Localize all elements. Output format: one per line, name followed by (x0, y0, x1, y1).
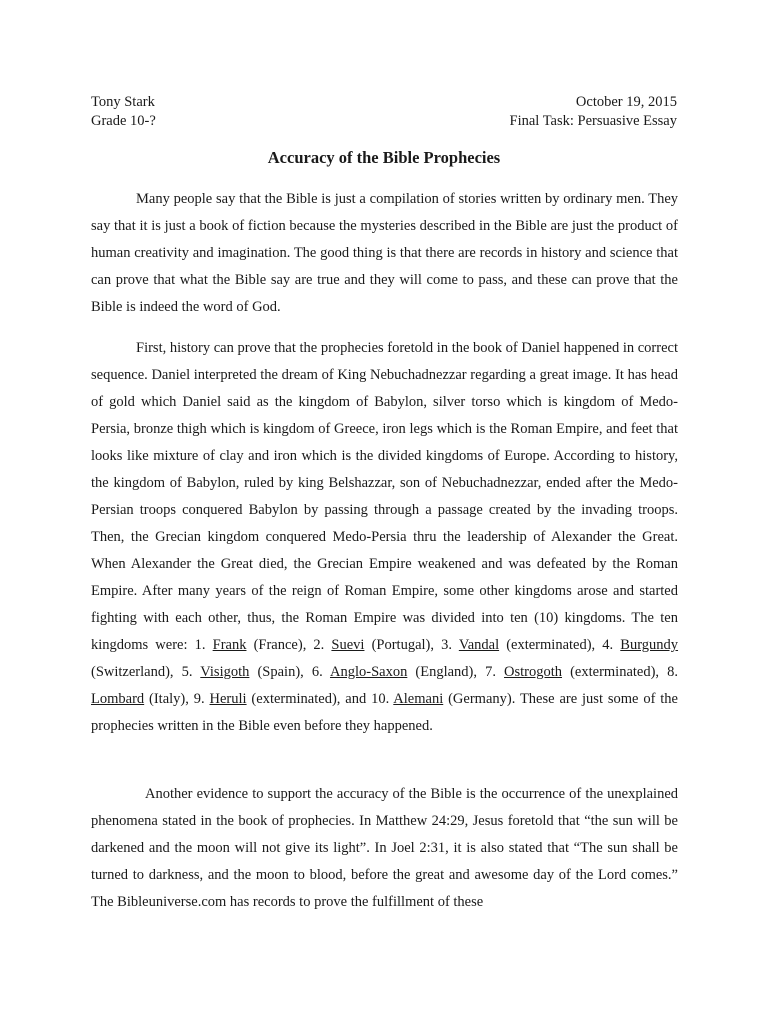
paragraph-phenomena: Another evidence to support the accuracy of the Bible is the occurrence of the unexplained phenomena stated in the book of prophecies. In Matthew 24:29, Jesus foretold that “the sun will be darkened and the moon will not give its light”. In Joel 2:31, it is also stated that “The sun shall be turned to darkness, and the moon to blood, before the great and awesome day of the Lord comes.” The Bibleuniverse.com has records to prove the fulfillment of these (91, 786, 678, 910)
author-name: Tony Stark (91, 94, 155, 110)
kingdom-vandal: Vandal (458, 637, 500, 653)
kingdom-suevi: Suevi (331, 637, 365, 653)
paragraph-history: First, history can prove that the prophecies foretold in the book of Daniel happened in correct sequence. Daniel interpreted the dream of King Nebuchadnezzar regarding a great image. It has head of gold which Daniel said as the kingdom of Babylon, silver torso which is kingdom of Medo-Persia, bronze thigh which is kingdom of Greece, iron legs which is the Roman Empire, and feet that looks like mixture of clay and iron which is the divided kingdoms of Europe. According to history, the kingdom of Babylon, ruled by king Belshazzar, son of Nebuchadnezzar, ended after the Medo-Persian troops conquered Babylon by passing through a passage created by the invading troops. Then, the Grecian kingdom conquered Medo-Persia thru the leadership of Alexander the Great. When Alexander the Great died, the Grecian Empire weakened and was defeated by the Roman Empire. After many years of the reign of Roman Empire, some other kingdoms arose and started fighting with each other, thus, the Roman Empire was divided into ten (10) kingdoms. The ten kingdoms were: 1. Frank (France), 2. Suevi (Portugal), 3. Vandal (exterminated), 4. Burgundy (Switzerland), 5. Visigoth (Spain), 6. Anglo-Saxon (England), 7. Ostrogoth (exterminated), 8. Lombard (Italy), 9. Heruli (exterminated), and 10. Alemani (Germany). These are just some of the prophecies written in the Bible even before they happened. (91, 340, 679, 734)
kingdom-burgundy: Burgundy (620, 637, 679, 653)
kingdom-visigoth: Visigoth (200, 664, 250, 680)
kingdom-alemani: Alemani (393, 691, 444, 707)
kingdom-ostrogoth: Ostrogoth (504, 664, 563, 680)
paragraph-intro: Many people say that the Bible is just a compilation of stories written by ordinary men. They say that it is just a book of fiction because the mysteries described in the Bible are just the product of human creativity and imagination. The good thing is that there are records in history and science that can prove that what the Bible say are true and they will come to pass, and these can prove that the Bible is indeed the word of God. (91, 191, 678, 315)
kingdom-lombard: Lombard (91, 691, 145, 707)
essay-date: October 19, 2015 (575, 94, 677, 110)
grade-label: Grade 10-? (91, 113, 156, 129)
kingdom-frank: Frank (212, 637, 247, 653)
kingdom-anglo-saxon: Anglo-Saxon (329, 664, 408, 680)
essay-title: Accuracy of the Bible Prophecies (267, 148, 501, 167)
kingdom-heruli: Heruli (209, 691, 247, 707)
task-label: Final Task: Persuasive Essay (509, 113, 677, 129)
